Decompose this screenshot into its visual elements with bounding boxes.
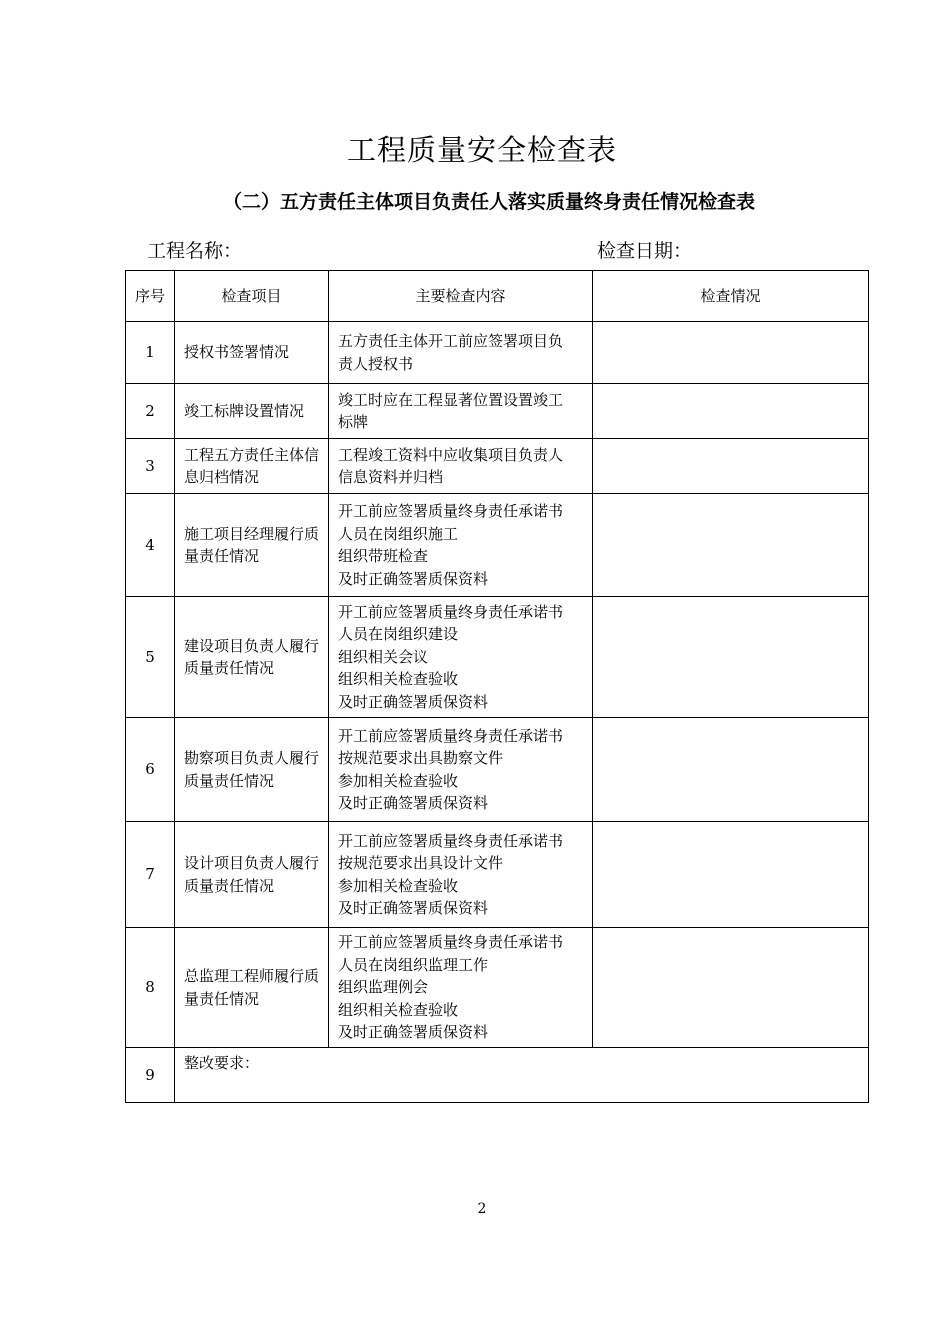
header-result: 检查情况 xyxy=(593,271,869,322)
check-content xyxy=(329,494,593,597)
check-result-cell[interactable] xyxy=(593,439,869,494)
content-line: 及时正确签署质保资料 xyxy=(338,692,489,711)
table-row xyxy=(126,822,869,928)
content-line: 及时正确签署质保资料 xyxy=(338,1023,489,1042)
content-line: 组织带班检查 xyxy=(338,547,429,565)
check-item: 施工项目经理履行质量责任情况 xyxy=(175,494,329,597)
check-content xyxy=(329,384,593,439)
project-name-label: 工程名称： xyxy=(147,240,243,262)
content-line: 开工前应签署质量终身责任承诺书 xyxy=(338,602,564,621)
content-line: 及时正确签署质保资料 xyxy=(338,899,489,917)
content-line: 竣工时应在工程显著位置设置竣工 xyxy=(338,390,564,409)
row-number: 1 xyxy=(126,322,175,384)
content-line: 组织相关会议 xyxy=(338,647,429,666)
check-content xyxy=(329,822,593,928)
content-line: 及时正确签署质保资料 xyxy=(338,794,489,812)
check-item: 竣工标牌设置情况 xyxy=(175,384,329,439)
check-item: 总监理工程师履行质量责任情况 xyxy=(175,928,329,1048)
header-num: 序号 xyxy=(126,271,175,322)
content-line: 五方责任主体开工前应签署项目负 xyxy=(338,332,564,350)
check-result-cell[interactable] xyxy=(593,322,869,384)
check-content xyxy=(329,322,593,384)
table-row xyxy=(126,384,869,439)
check-content xyxy=(329,928,593,1048)
content-line: 组织监理例会 xyxy=(338,978,429,997)
row-number: 9 xyxy=(126,1048,175,1103)
check-item: 授权书签署情况 xyxy=(175,322,329,384)
inspection-table xyxy=(125,270,869,1103)
row-number: 3 xyxy=(126,439,175,494)
check-result-cell[interactable] xyxy=(593,494,869,597)
content-line: 标牌 xyxy=(338,413,369,431)
check-item: 设计项目负责人履行质量责任情况 xyxy=(175,822,329,928)
check-result-cell[interactable] xyxy=(593,718,869,822)
table-row xyxy=(126,597,869,718)
row-number: 2 xyxy=(126,384,175,439)
content-line: 按规范要求出具设计文件 xyxy=(338,854,504,872)
content-line: 及时正确签署质保资料 xyxy=(338,569,489,588)
content-line: 人员在岗组织监理工作 xyxy=(338,955,489,974)
table-row xyxy=(126,928,869,1048)
content-line: 人员在岗组织建设 xyxy=(338,625,459,644)
table-row xyxy=(126,322,869,384)
rectification-row xyxy=(126,1048,869,1103)
table-row xyxy=(126,439,869,494)
content-line: 开工前应签署质量终身责任承诺书 xyxy=(338,933,564,952)
content-line: 开工前应签署质量终身责任承诺书 xyxy=(338,726,564,745)
check-result-cell[interactable] xyxy=(593,597,869,718)
rectification-requirements[interactable]: 整改要求： xyxy=(175,1048,869,1103)
check-content xyxy=(329,718,593,822)
check-item: 工程五方责任主体信息归档情况 xyxy=(175,439,329,494)
content-line: 参加相关检查验收 xyxy=(338,771,459,790)
row-number: 6 xyxy=(126,718,175,822)
content-line: 开工前应签署质量终身责任承诺书 xyxy=(338,831,564,850)
check-item: 勘察项目负责人履行质量责任情况 xyxy=(175,718,329,822)
header-item: 检查项目 xyxy=(175,271,329,322)
content-line: 参加相关检查验收 xyxy=(338,876,459,895)
document-subtitle: （二）五方责任主体项目负责任人落实质量终身责任情况检查表 xyxy=(222,191,755,213)
check-result-cell[interactable] xyxy=(593,822,869,928)
content-line: 工程竣工资料中应收集项目负责人 xyxy=(338,445,564,464)
content-line: 人员在岗组织施工 xyxy=(338,524,459,543)
document-title: 工程质量安全检查表 xyxy=(346,133,617,167)
table-row xyxy=(126,494,869,597)
table-header-row xyxy=(126,271,869,322)
content-line: 信息资料并归档 xyxy=(338,468,444,486)
check-content xyxy=(329,439,593,494)
header-content: 主要检查内容 xyxy=(329,271,593,322)
content-line: 开工前应签署质量终身责任承诺书 xyxy=(338,502,564,520)
check-content xyxy=(329,597,593,718)
check-item: 建设项目负责人履行质量责任情况 xyxy=(175,597,329,718)
content-line: 组织相关检查验收 xyxy=(338,670,459,689)
table-row xyxy=(126,718,869,822)
check-date-label: 检查日期： xyxy=(597,240,693,262)
row-number: 7 xyxy=(126,822,175,928)
content-line: 责人授权书 xyxy=(338,354,414,373)
row-number: 8 xyxy=(126,928,175,1048)
page-number: 2 xyxy=(477,1201,487,1217)
check-result-cell[interactable] xyxy=(593,928,869,1048)
content-line: 按规范要求出具勘察文件 xyxy=(338,749,504,767)
row-number: 5 xyxy=(126,597,175,718)
content-line: 组织相关检查验收 xyxy=(338,1000,459,1019)
check-result-cell[interactable] xyxy=(593,384,869,439)
row-number: 4 xyxy=(126,494,175,597)
